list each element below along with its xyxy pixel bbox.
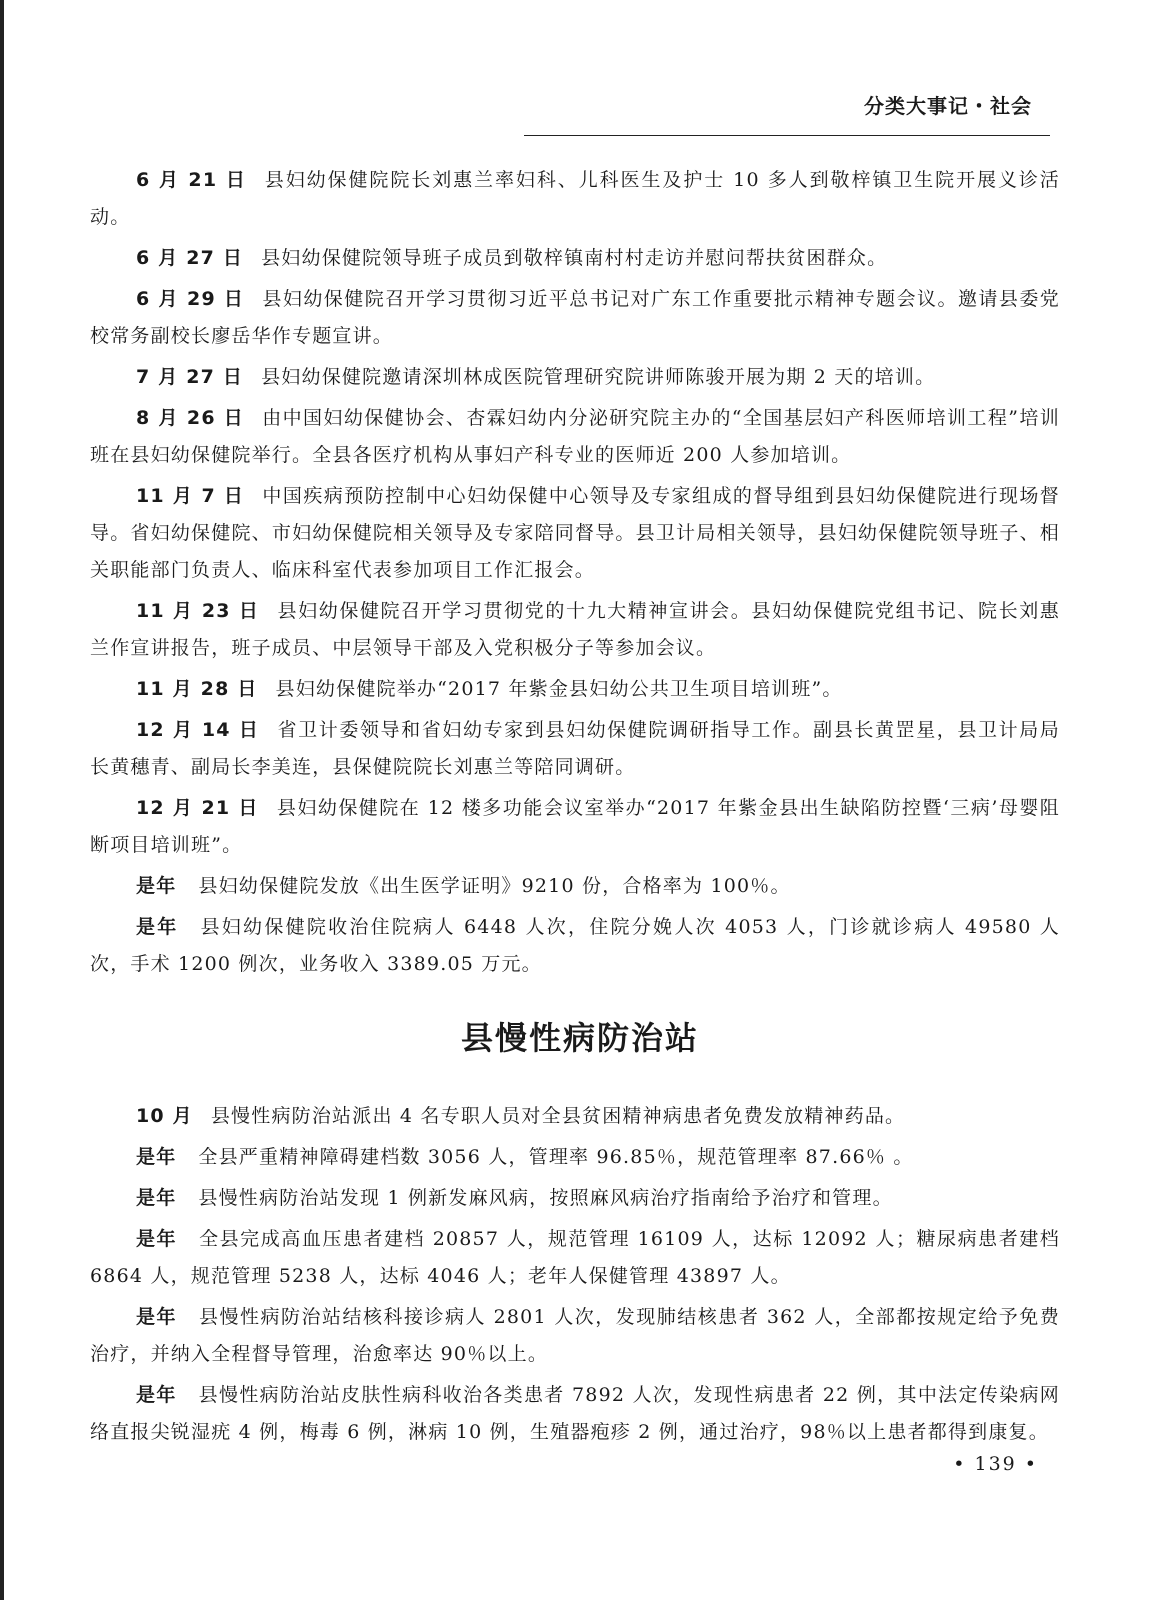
entry-text: 县妇幼保健院发放《出生医学证明》9210 份，合格率为 100％。 — [198, 875, 791, 897]
entry — [90, 281, 1060, 355]
entry-text: 县妇幼保健院领导班子成员到敬梓镇南村村走访并慰问帮扶贫困群众。 — [261, 247, 888, 269]
entry-date: 11 月 28 日 — [136, 678, 258, 700]
entry-text: 全县完成高血压患者建档 20857 人，规范管理 16109 人，达标 12092 人；糖尿病患者建档 6864 人，规范管理 5238 人，达标 4046 人；老年人保健管理 43897 人。 — [90, 1228, 1060, 1287]
entry — [90, 1139, 1060, 1176]
entry — [90, 359, 1060, 396]
entry — [90, 1377, 1060, 1451]
entry-date: 是年 — [136, 916, 179, 938]
entry-date: 是年 — [136, 1187, 177, 1209]
entry-text: 县慢性病防治站派出 4 名专职人员对全县贫困精神病患者免费发放精神药品。 — [210, 1105, 906, 1127]
entry — [90, 868, 1060, 905]
entry-text: 县慢性病防治站皮肤性病科收治各类患者 7892 人次，发现性病患者 22 例，其中法定传染病网络直报尖锐湿疣 4 例，梅毒 6 例，淋病 10 例，生殖器疱疹 2 例，通过治疗，98％以上患者都得到康复。 — [90, 1384, 1061, 1443]
entry-text: 中国疾病预防控制中心妇幼保健中心领导及专家组成的督导组到县妇幼保健院进行现场督导。省妇幼保健院、市妇幼保健院相关领导及专家陪同督导。县卫计局相关领导，县妇幼保健院领导班子、相关职能部门负责人、临床科室代表参加项目工作汇报会。 — [90, 485, 1060, 581]
entry — [90, 478, 1060, 589]
entry — [90, 909, 1060, 983]
entry-date: 8 月 26 日 — [136, 407, 245, 429]
entry — [90, 1098, 1060, 1135]
page-number: • 139 • — [953, 1453, 1038, 1475]
entry — [90, 593, 1060, 667]
entry-date: 7 月 27 日 — [136, 366, 244, 388]
entry-date: 是年 — [136, 1306, 178, 1328]
entry-date: 6 月 21 日 — [136, 169, 247, 191]
entry-date: 11 月 7 日 — [136, 485, 245, 507]
entry — [90, 162, 1060, 236]
entries-bottom — [90, 1098, 1060, 1455]
entry-text: 县慢性病防治站结核科接诊病人 2801 人次，发现肺结核患者 362 人，全部都按规定给予免费治疗，并纳入全程督导管理，治愈率达 90％以上。 — [90, 1306, 1060, 1365]
section-title: 县慢性病防治站 — [460, 1019, 699, 1057]
entry-text: 县妇幼保健院举办“2017 年紫金县妇幼公共卫生项目培训班”。 — [275, 678, 843, 700]
entry — [90, 240, 1060, 277]
entry-text: 省卫计委领导和省妇幼专家到县妇幼保健院调研指导工作。副县长黄罡星，县卫计局局长黄穗青、副局长李美连，县保健院院长刘惠兰等陪同调研。 — [90, 719, 1061, 778]
entry — [90, 1299, 1060, 1373]
entry-date: 12 月 14 日 — [136, 719, 260, 741]
entry-text: 县妇幼保健院收治住院病人 6448 人次，住院分娩人次 4053 人，门诊就诊病人 49580 人次，手术 1200 例次，业务收入 3389.05 万元。 — [90, 916, 1060, 975]
entry-date: 6 月 29 日 — [136, 288, 245, 310]
scan-edge — [0, 0, 4, 1600]
entry — [90, 1180, 1060, 1217]
entry-text: 县妇幼保健院院长刘惠兰率妇科、儿科医生及护士 10 多人到敬梓镇卫生院开展义诊活动。 — [90, 169, 1061, 228]
entry-date: 是年 — [136, 1384, 177, 1406]
entry — [90, 790, 1060, 864]
entry-text: 县慢性病防治站发现 1 例新发麻风病，按照麻风病治疗指南给予治疗和管理。 — [198, 1187, 893, 1209]
entry-date: 是年 — [136, 1228, 178, 1250]
entry-text: 县妇幼保健院召开学习贯彻党的十九大精神宣讲会。县妇幼保健院党组书记、院长刘惠兰作宣讲报告，班子成员、中层领导干部及入党积极分子等参加会议。 — [90, 600, 1061, 659]
entry-date: 11 月 23 日 — [136, 600, 260, 622]
entries-top — [90, 162, 1060, 987]
entry-date: 10 月 — [136, 1105, 193, 1127]
entry-text: 全县严重精神障碍建档数 3056 人，管理率 96.85％，规范管理率 87.66％ 。 — [198, 1146, 914, 1168]
entry-date: 6 月 27 日 — [136, 247, 244, 269]
entry-text: 县妇幼保健院邀请深圳林成医院管理研究院讲师陈骏开展为期 2 天的培训。 — [261, 366, 936, 388]
entry-text: 县妇幼保健院在 12 楼多功能会议室举办“2017 年紫金县出生缺陷防控暨‘三病’母婴阻断项目培训班”。 — [90, 797, 1061, 856]
entry — [90, 1221, 1060, 1295]
entry-date: 是年 — [136, 1146, 177, 1168]
entry — [90, 712, 1060, 786]
entry-text: 县妇幼保健院召开学习贯彻习近平总书记对广东工作重要批示精神专题会议。邀请县委党校常务副校长廖岳华作专题宣讲。 — [90, 288, 1060, 347]
entry-date: 12 月 21 日 — [136, 797, 259, 819]
entry — [90, 671, 1060, 708]
entry-date: 是年 — [136, 875, 177, 897]
entry — [90, 400, 1060, 474]
entry-text: 由中国妇幼保健协会、杏霖妇幼内分泌研究院主办的“全国基层妇产科医师培训工程”培训班在县妇幼保健院举行。全县各医疗机构从事妇产科专业的医师近 200 人参加培训。 — [90, 407, 1060, 466]
running-header: 分类大事记・社会 — [864, 94, 1032, 118]
header-rule — [524, 135, 1050, 136]
